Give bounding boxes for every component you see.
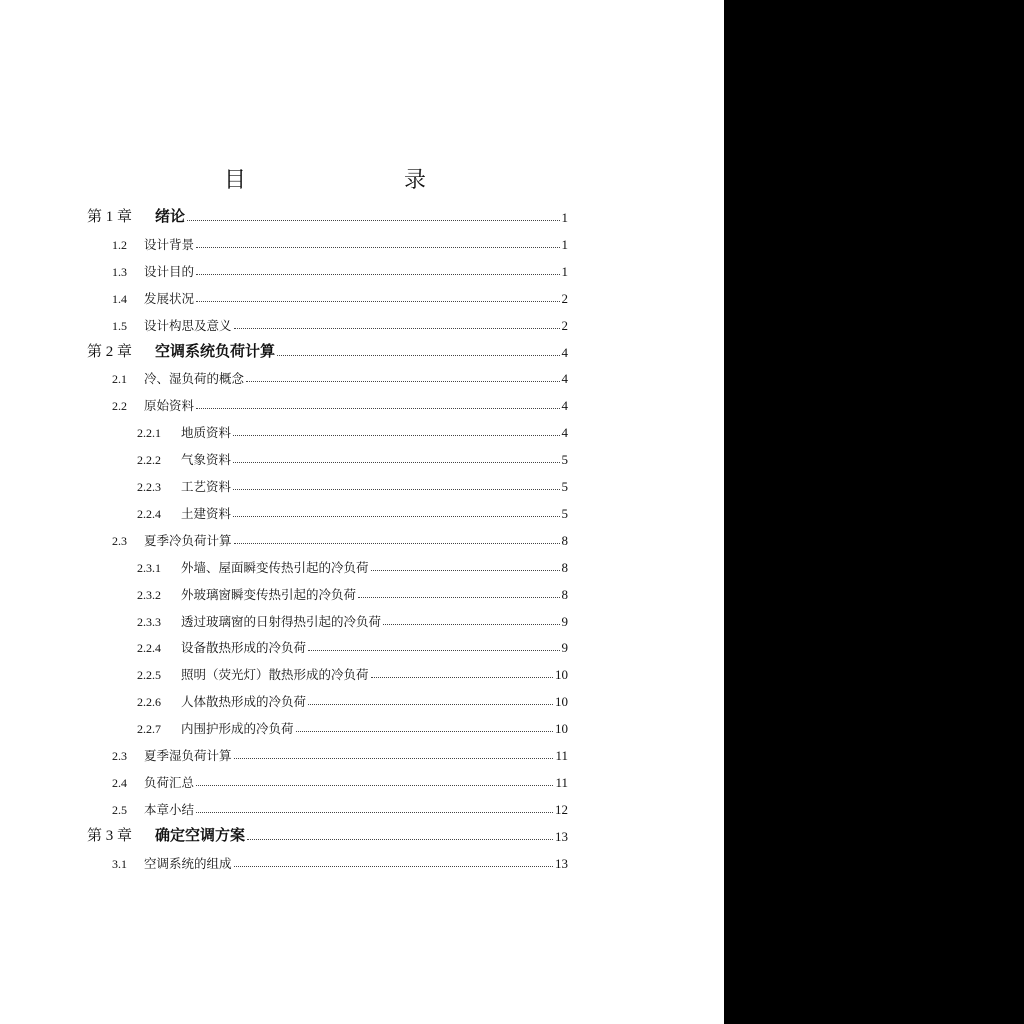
toc-entry-title: 外墙、屋面瞬变传热引起的冷负荷 xyxy=(181,560,369,575)
toc-entry-number: 2.3 xyxy=(112,534,127,548)
toc-entry-page-number: 2 xyxy=(561,318,568,333)
toc-entry-number: 2.1 xyxy=(112,372,127,386)
dot-leader xyxy=(233,489,559,490)
toc-entry[interactable] xyxy=(137,446,568,468)
toc-entry-title: 冷、湿负荷的概念 xyxy=(144,371,245,386)
toc-entry-title: 设计背景 xyxy=(144,237,195,252)
toc-entry-number: 2.2.4 xyxy=(137,507,161,521)
toc-entry-page-number: 10 xyxy=(555,667,568,682)
toc-entry-title: 原始资料 xyxy=(144,398,195,413)
toc-entry[interactable] xyxy=(87,339,568,361)
dot-leader xyxy=(233,435,559,436)
toc-entry-number: 2.2.2 xyxy=(137,453,161,467)
toc-entry[interactable] xyxy=(112,769,568,791)
toc-entry-number: 2.3.1 xyxy=(137,561,161,575)
toc-entry[interactable] xyxy=(137,419,568,441)
toc-entry[interactable] xyxy=(137,634,568,656)
dot-leader xyxy=(383,624,559,625)
toc-entry-title: 设计目的 xyxy=(144,264,195,279)
toc-entry-number: 2.3.3 xyxy=(137,615,161,629)
toc-entry-title: 负荷汇总 xyxy=(144,775,195,790)
dot-leader xyxy=(196,247,559,248)
toc-entry[interactable] xyxy=(112,258,568,280)
toc-entry[interactable] xyxy=(137,554,568,576)
toc-entry-title: 夏季湿负荷计算 xyxy=(144,748,232,763)
toc-entry[interactable] xyxy=(112,796,568,818)
toc-entry[interactable] xyxy=(112,527,568,549)
toc-entry-number: 2.2.1 xyxy=(137,426,161,440)
toc-entry-page-number: 13 xyxy=(555,856,568,871)
dot-leader xyxy=(234,543,560,544)
dark-margin xyxy=(724,0,1024,1024)
toc-entry[interactable] xyxy=(137,473,568,495)
toc-entry-page-number: 12 xyxy=(555,802,568,817)
dot-leader xyxy=(233,462,559,463)
dot-leader xyxy=(196,274,559,275)
toc-entry-number: 第 3 章 xyxy=(87,828,133,844)
toc-entry[interactable] xyxy=(137,581,568,603)
toc-entry[interactable] xyxy=(137,715,568,737)
toc-entry-title: 空调系统负荷计算 xyxy=(155,342,276,360)
toc-entry-page-number: 13 xyxy=(555,829,568,844)
toc-entry-page-number: 9 xyxy=(561,614,568,629)
toc-entry-title: 地质资料 xyxy=(181,425,232,440)
toc-entry-page-number: 1 xyxy=(561,210,568,225)
dot-leader xyxy=(196,785,553,786)
toc-entry-title: 工艺资料 xyxy=(181,479,232,494)
toc-entry[interactable] xyxy=(112,742,568,764)
toc-entry-title: 确定空调方案 xyxy=(155,826,246,844)
toc-entry-title: 绪论 xyxy=(155,207,186,225)
toc-entry-page-number: 5 xyxy=(561,479,568,494)
toc-entry-page-number: 4 xyxy=(561,425,568,440)
toc-entry-number: 1.2 xyxy=(112,238,127,252)
dot-leader xyxy=(246,381,559,382)
toc-entry-page-number: 5 xyxy=(561,506,568,521)
toc-entry[interactable] xyxy=(112,392,568,414)
toc-entry[interactable] xyxy=(112,231,568,253)
toc-entry-number: 2.3 xyxy=(112,749,127,763)
toc-entry[interactable] xyxy=(137,661,568,683)
toc-entry-title: 气象资料 xyxy=(181,452,232,467)
toc-entry-number: 1.4 xyxy=(112,292,127,306)
toc-entry-page-number: 1 xyxy=(561,237,568,252)
toc-entry-number: 1.5 xyxy=(112,319,127,333)
toc-entry-title: 透过玻璃窗的日射得热引起的冷负荷 xyxy=(181,614,382,629)
toc-title: 目 录 xyxy=(223,168,464,193)
toc-entry-page-number: 9 xyxy=(561,640,568,655)
toc-entry[interactable] xyxy=(112,312,568,334)
toc-entry-number: 2.5 xyxy=(112,803,127,817)
toc-entry-page-number: 4 xyxy=(561,371,568,386)
toc-entry-number: 1.3 xyxy=(112,265,127,279)
toc-entry-number: 2.2.6 xyxy=(137,695,161,709)
toc-entry[interactable] xyxy=(87,823,568,845)
toc-entry-page-number: 11 xyxy=(555,748,568,763)
toc-entry-number: 2.2.5 xyxy=(137,668,161,682)
toc-entry-number: 2.4 xyxy=(112,776,127,790)
toc-entry-title: 内围护形成的冷负荷 xyxy=(181,721,294,736)
toc-entry-page-number: 8 xyxy=(561,533,568,548)
toc-entry[interactable] xyxy=(137,688,568,710)
toc-entry-title: 发展状况 xyxy=(144,291,195,306)
dot-leader xyxy=(247,839,553,840)
toc-entry-title: 人体散热形成的冷负荷 xyxy=(181,694,307,709)
dot-leader xyxy=(296,731,553,732)
toc-entry-page-number: 4 xyxy=(561,398,568,413)
toc-entry[interactable] xyxy=(137,500,568,522)
dot-leader xyxy=(371,570,560,571)
toc-entry-title: 照明（荧光灯）散热形成的冷负荷 xyxy=(181,667,369,682)
toc-entry-page-number: 2 xyxy=(561,291,568,306)
dot-leader xyxy=(234,866,553,867)
dot-leader xyxy=(308,650,559,651)
toc-entry-title: 土建资料 xyxy=(181,506,232,521)
toc-entry-title: 本章小结 xyxy=(144,802,195,817)
dot-leader xyxy=(234,328,560,329)
toc-entry-page-number: 10 xyxy=(555,721,568,736)
toc-entry-number: 2.2.3 xyxy=(137,480,161,494)
toc-entry-number: 3.1 xyxy=(112,857,127,871)
dot-leader xyxy=(371,677,553,678)
toc-entry[interactable] xyxy=(112,285,568,307)
toc-entry-title: 设备散热形成的冷负荷 xyxy=(181,640,307,655)
toc-entry-page-number: 10 xyxy=(555,694,568,709)
dot-leader xyxy=(308,704,553,705)
toc-entry-number: 第 2 章 xyxy=(87,344,133,360)
dot-leader xyxy=(187,220,559,221)
toc-entry-page-number: 8 xyxy=(561,560,568,575)
toc-entry-number: 第 1 章 xyxy=(87,209,133,225)
toc-entry[interactable] xyxy=(112,365,568,387)
toc-entry[interactable] xyxy=(112,850,568,872)
dot-leader xyxy=(234,758,554,759)
dot-leader xyxy=(277,355,559,356)
dot-leader xyxy=(196,301,559,302)
toc-entry-number: 2.2.7 xyxy=(137,722,161,736)
toc-entry-title: 设计构思及意义 xyxy=(144,318,232,333)
toc-entry-number: 2.2.4 xyxy=(137,641,161,655)
toc-entry-title: 空调系统的组成 xyxy=(144,856,232,871)
toc-entry-page-number: 5 xyxy=(561,452,568,467)
toc-entry-page-number: 4 xyxy=(561,345,568,360)
toc-entry-page-number: 1 xyxy=(561,264,568,279)
toc-entry-page-number: 11 xyxy=(555,775,568,790)
toc-entry-number: 2.2 xyxy=(112,399,127,413)
toc-entry[interactable] xyxy=(87,204,568,226)
toc-entry-title: 外玻璃窗瞬变传热引起的冷负荷 xyxy=(181,587,357,602)
dot-leader xyxy=(358,597,559,598)
dot-leader xyxy=(233,516,559,517)
dot-leader xyxy=(196,408,559,409)
toc-entry[interactable] xyxy=(137,608,568,630)
dot-leader xyxy=(196,812,553,813)
toc-entry-page-number: 8 xyxy=(561,587,568,602)
toc-entry-number: 2.3.2 xyxy=(137,588,161,602)
toc-entry-title: 夏季冷负荷计算 xyxy=(144,533,232,548)
